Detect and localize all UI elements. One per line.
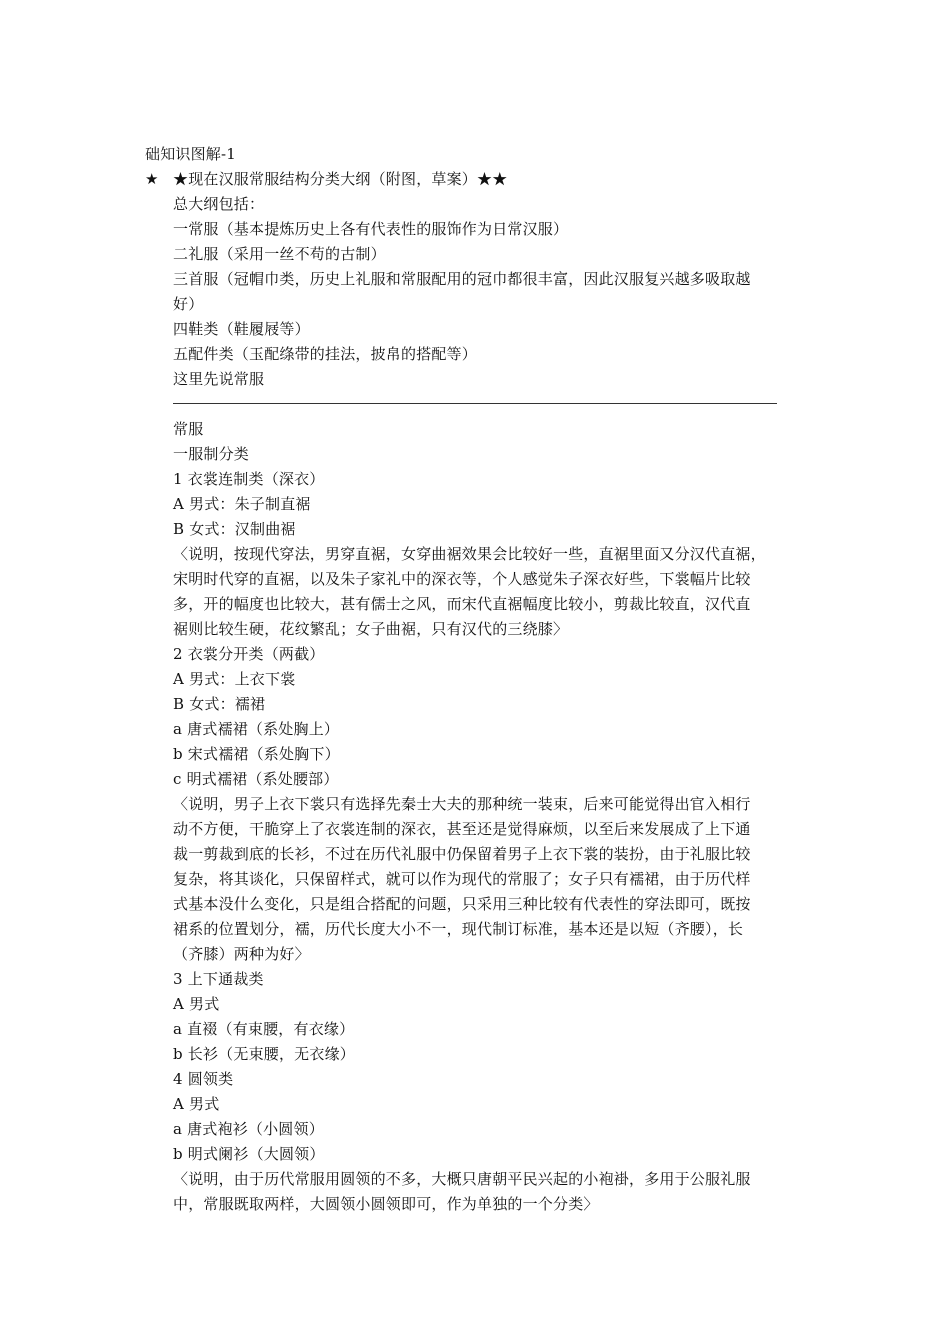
note-line: （齐膝）两种为好〉 xyxy=(173,945,310,963)
outline-intro: 总大纲包括： xyxy=(173,195,265,213)
note-line: 宋明时代穿的直裾，以及朱子家礼中的深衣等，个人感觉朱子深衣好些，下裳幅片比较 xyxy=(173,570,751,588)
note-line: 裙系的位置划分，襦，历代长度大小不一，现代制订标准，基本还是以短（齐腰），长 xyxy=(173,920,744,938)
list-item: b 明式阑衫（大圆领） xyxy=(173,1145,325,1163)
list-item: a 唐式襦裙（系处胸上） xyxy=(173,720,340,738)
list-item: c 明式襦裙（系处腰部） xyxy=(173,770,339,788)
note-line: 裁一剪裁到底的长衫，不过在历代礼服中仍保留着男子上衣下裳的装扮，由于礼服比较 xyxy=(173,845,751,863)
outline-item-continued: 好） xyxy=(173,295,204,313)
outline-item: 五配件类（玉配绦带的挂法，披帛的搭配等） xyxy=(173,345,478,363)
list-item: B 女式：襦裙 xyxy=(173,695,266,713)
list-item: b 长衫（无束腰，无衣缘） xyxy=(173,1045,355,1063)
note-line: 〈说明，按现代穿法，男穿直裾，女穿曲裾效果会比较好一些，直裾里面又分汉代直裾， xyxy=(173,545,766,563)
list-item: A 男式：朱子制直裾 xyxy=(173,495,311,513)
outline-item: 二礼服（采用一丝不苟的古制） xyxy=(173,245,386,263)
category-heading: 4 圆领类 xyxy=(173,1070,234,1088)
list-item: a 直裰（有束腰，有衣缘） xyxy=(173,1020,355,1038)
list-item: A 男式：上衣下裳 xyxy=(173,670,296,688)
outline-item: 四鞋类（鞋履屐等） xyxy=(173,320,310,338)
category-heading: 1 衣裳连制类（深衣） xyxy=(173,470,325,488)
note-line: 多，开的幅度也比较大，甚有儒士之风，而宋代直裾幅度比较小，剪裁比较直，汉代直 xyxy=(173,595,751,613)
star-icon: ★ xyxy=(145,170,159,188)
doc-heading: 础知识图解-1 xyxy=(145,145,237,163)
doc-title: ★现在汉服常服结构分类大纲（附图，草案）★★ xyxy=(173,170,508,188)
note-line: 式基本没什么变化，只是组合搭配的问题，只采用三种比较有代表性的穿法即可，既按 xyxy=(173,895,751,913)
category-heading: 2 衣裳分开类（两截） xyxy=(173,645,325,663)
outline-item: 三首服（冠帽巾类，历史上礼服和常服配用的冠巾都很丰富，因此汉服复兴越多吸取越 xyxy=(173,270,751,288)
note-line: 〈说明，男子上衣下裳只有选择先秦士大夫的那种统一装束，后来可能觉得出官入相行 xyxy=(173,795,751,813)
section-heading: 常服 xyxy=(173,420,204,438)
note-line: 中，常服既取两样，大圆领小圆领即可，作为单独的一个分类〉 xyxy=(173,1195,599,1213)
note-line: 〈说明，由于历代常服用圆领的不多，大概只唐朝平民兴起的小袍褂，多用于公服礼服 xyxy=(173,1170,751,1188)
horizontal-divider xyxy=(173,403,777,404)
paragraph-line: 这里先说常服 xyxy=(173,370,265,388)
doc-title-row xyxy=(145,167,507,192)
note-line: 动不方便，干脆穿上了衣裳连制的深衣，甚至还是觉得麻烦，以至后来发展成了上下通 xyxy=(173,820,751,838)
note-line: 复杂，将其谈化，只保留样式，就可以作为现代的常服了；女子只有襦裙，由于历代样 xyxy=(173,870,751,888)
list-item: b 宋式襦裙（系处胸下） xyxy=(173,745,340,763)
list-item: A 男式 xyxy=(173,1095,220,1113)
list-item: A 男式 xyxy=(173,995,220,1013)
outline-item: 一常服（基本提炼历史上各有代表性的服饰作为日常汉服） xyxy=(173,220,569,238)
list-item: a 唐式袍衫（小圆领） xyxy=(173,1120,324,1138)
note-line: 裾则比较生硬，花纹繁乱；女子曲裾，只有汉代的三绕膝〉 xyxy=(173,620,569,638)
list-item: B 女式：汉制曲裾 xyxy=(173,520,296,538)
category-heading: 3 上下通裁类 xyxy=(173,970,264,988)
subsection-heading: 一服制分类 xyxy=(173,445,250,463)
